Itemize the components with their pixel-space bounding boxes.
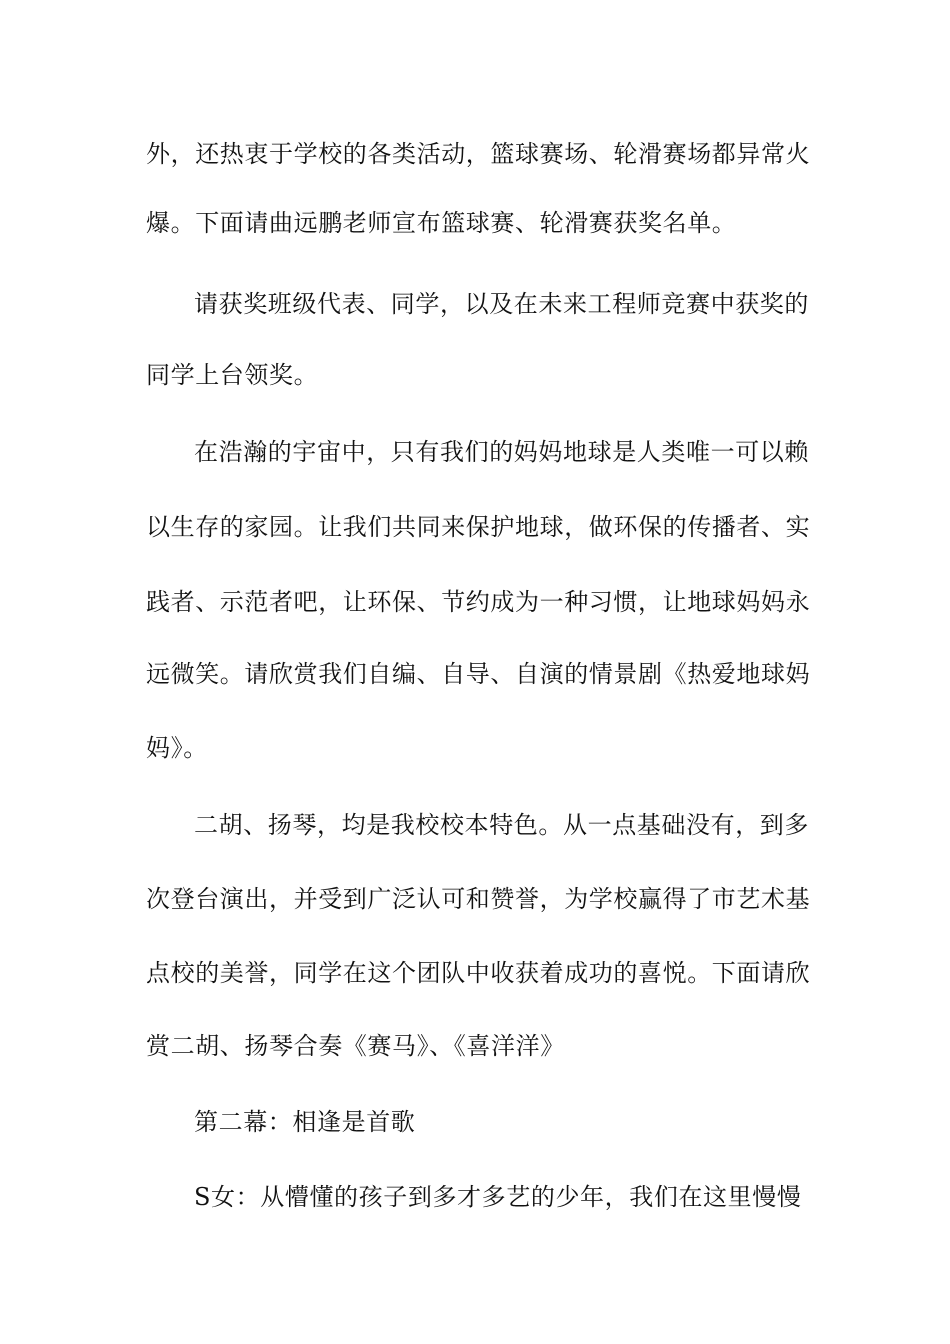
text-line: 同学上台领奖。 [146, 361, 319, 389]
paragraph-start-line: 请获奖班级代表、同学，以及在未来工程师竞赛中获奖的 [194, 290, 809, 318]
text-line: 远微笑。请欣赏我们自编、自导、自演的情景剧《热爱地球妈 [146, 660, 811, 688]
dialogue-line: S女：从懵懂的孩子到多才多艺的少年，我们在这里慢慢 [194, 1183, 802, 1211]
text-line: 点校的美誉，同学在这个团队中收获着成功的喜悦。下面请欣 [146, 959, 811, 987]
text-line: 妈》。 [146, 734, 208, 762]
section-heading: 第二幕：相逢是首歌 [194, 1108, 416, 1136]
paragraph-start-line: 在浩瀚的宇宙中，只有我们的妈妈地球是人类唯一可以赖 [194, 438, 809, 466]
paragraph-start-line: 二胡、扬琴，均是我校校本特色。从一点基础没有，到多 [194, 811, 809, 839]
text-line: 以生存的家园。让我们共同来保护地球，做环保的传播者、实 [146, 513, 811, 541]
text-line: 爆。下面请曲远鹏老师宣布篮球赛、轮滑赛获奖名单。 [146, 209, 737, 237]
text-line: 外，还热衷于学校的各类活动，篮球赛场、轮滑赛场都异常火 [146, 140, 811, 168]
text-line: 次登台演出，并受到广泛认可和赞誉，为学校赢得了市艺术基 [146, 885, 811, 913]
text-line: 践者、示范者吧，让环保、节约成为一种习惯，让地球妈妈永 [146, 588, 811, 616]
text-line: 赏二胡、扬琴合奏《赛马》、《喜洋洋》 [146, 1032, 565, 1060]
